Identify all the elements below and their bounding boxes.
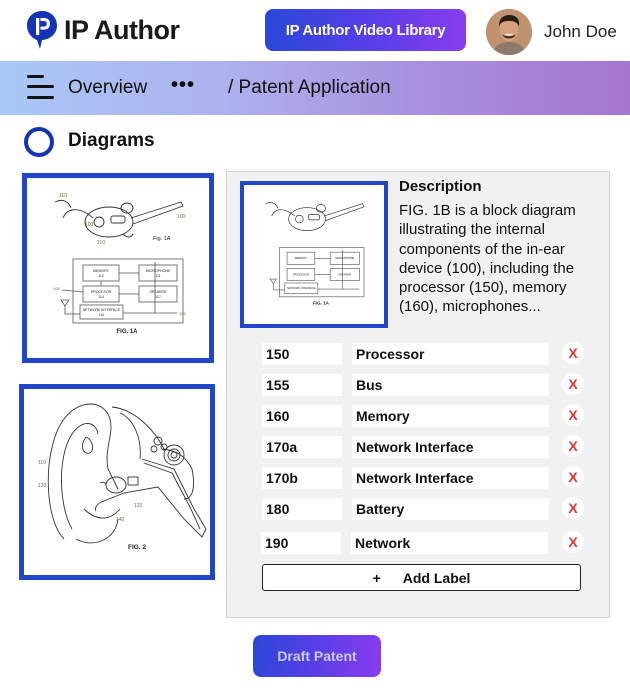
- label-number-input[interactable]: [262, 374, 342, 396]
- delete-label-button[interactable]: X: [562, 373, 584, 395]
- label-row: [262, 374, 592, 396]
- fig2-drawing: [24, 389, 210, 575]
- fig1a-ref-105b: 105: [179, 311, 186, 316]
- delete-label-button[interactable]: X: [562, 435, 584, 457]
- preview-proc-label: PROCESOR: [293, 273, 309, 277]
- label-name-input[interactable]: [352, 374, 549, 396]
- fig1a-memory-label: MEMORY: [92, 269, 110, 273]
- video-library-button[interactable]: IP Author Video Library: [265, 9, 466, 51]
- logo-pin-icon: [26, 10, 58, 50]
- label-name-input[interactable]: [352, 498, 549, 520]
- circle-icon: [24, 127, 54, 157]
- draft-patent-button[interactable]: Draft Patent: [253, 635, 381, 677]
- add-label-button[interactable]: [262, 564, 581, 591]
- delete-label-button[interactable]: X: [562, 497, 584, 519]
- fig1a-proc-label: PROCESOR: [90, 290, 112, 294]
- fig1a-ref-100: 100: [85, 222, 94, 228]
- brand-logo[interactable]: [26, 10, 180, 50]
- fig1a-mic-num: 111: [155, 274, 161, 278]
- selected-diagram-preview[interactable]: [240, 181, 388, 328]
- label-number-input[interactable]: [262, 436, 342, 458]
- diagram-thumbnail-fig2[interactable]: [19, 384, 215, 580]
- description-title: Description: [399, 178, 482, 195]
- breadcrumb-overview[interactable]: Overview: [68, 77, 148, 98]
- label-number-input[interactable]: [262, 498, 342, 520]
- plus-icon: +: [372, 569, 381, 586]
- diagram-detail-panel: [226, 171, 610, 618]
- label-name-input[interactable]: [352, 343, 549, 365]
- fig1a-ref-110b: 110: [97, 240, 105, 246]
- description-text: FIG. 1B is a block diagram illustrating the internal components of the in-ear device (100), including the processor (150), memory (160), microphones...: [399, 202, 576, 316]
- fig1a-drawing: [27, 178, 209, 358]
- fig1a-ref-fig: Fig. 1A: [153, 236, 171, 242]
- preview-mic-label: MICROPHONE: [335, 257, 355, 261]
- label-name-input[interactable]: [352, 436, 549, 458]
- hamburger-icon[interactable]: [27, 75, 54, 100]
- label-number-input[interactable]: [262, 343, 342, 365]
- fig1a-ref-110: 110: [59, 193, 67, 199]
- fig1a-ref-100b: 100: [177, 214, 186, 220]
- label-number-input[interactable]: [262, 467, 342, 489]
- label-row: [262, 467, 592, 489]
- user-name[interactable]: John Doe: [544, 22, 617, 41]
- label-row: [262, 343, 592, 365]
- label-name-input[interactable]: [352, 405, 549, 427]
- section-title: Diagrams: [68, 130, 155, 151]
- delete-label-button[interactable]: X: [562, 466, 584, 488]
- fig2-caption: FIG. 2: [128, 544, 147, 551]
- preview-speaker-label: SPEAKER: [338, 273, 352, 277]
- fig1a-proc-num: 114: [98, 295, 104, 299]
- label-number-input[interactable]: [262, 405, 342, 427]
- avatar-photo-icon: [486, 9, 532, 55]
- breadcrumb-current: / Patent Application: [228, 77, 391, 98]
- label-name-input[interactable]: [352, 467, 549, 489]
- label-row: [262, 436, 592, 458]
- label-row: [262, 532, 592, 554]
- preview-net-label: NETWORK INTERFACE: [286, 287, 316, 291]
- delete-label-button[interactable]: X: [562, 342, 584, 364]
- fig1a-net-num: 116: [98, 313, 105, 317]
- preview-fig1a-drawing: [244, 185, 384, 324]
- label-row: [262, 498, 592, 520]
- add-label-text: Add Label: [402, 569, 471, 586]
- fig2-ref-120: 120: [134, 503, 143, 509]
- breadcrumb-ellipsis[interactable]: •••: [171, 74, 196, 96]
- breadcrumb-bar: [0, 61, 630, 115]
- brand-name: IP Author: [64, 14, 180, 45]
- delete-label-button[interactable]: X: [562, 531, 584, 553]
- preview-memory-label: MEMORY: [294, 257, 308, 261]
- label-name-input[interactable]: [351, 532, 548, 554]
- user-avatar[interactable]: [486, 9, 532, 55]
- fig2-ref-110: 110: [38, 460, 46, 466]
- fig1a-ref-105: 105: [53, 286, 60, 291]
- diagram-thumbnail-fig1a[interactable]: [22, 173, 214, 363]
- fig1a-speaker-label: SPEAKER: [149, 290, 167, 294]
- fig1a-mic-label: MICROPHONE: [145, 269, 171, 273]
- label-row: [262, 405, 592, 427]
- fig2-ref-140: 140: [116, 517, 125, 523]
- fig1a-net-label: NETWORK INTERFACE: [82, 308, 121, 312]
- label-number-input[interactable]: [261, 532, 341, 554]
- delete-label-button[interactable]: X: [562, 404, 584, 426]
- preview-caption: FIG. 1A: [312, 300, 329, 306]
- fig1a-speaker-num: 117: [155, 295, 161, 299]
- fig1a-memory-num: 112: [98, 274, 104, 278]
- fig1a-caption: FIG. 1A: [116, 329, 138, 335]
- fig2-ref-130: 130: [38, 483, 47, 489]
